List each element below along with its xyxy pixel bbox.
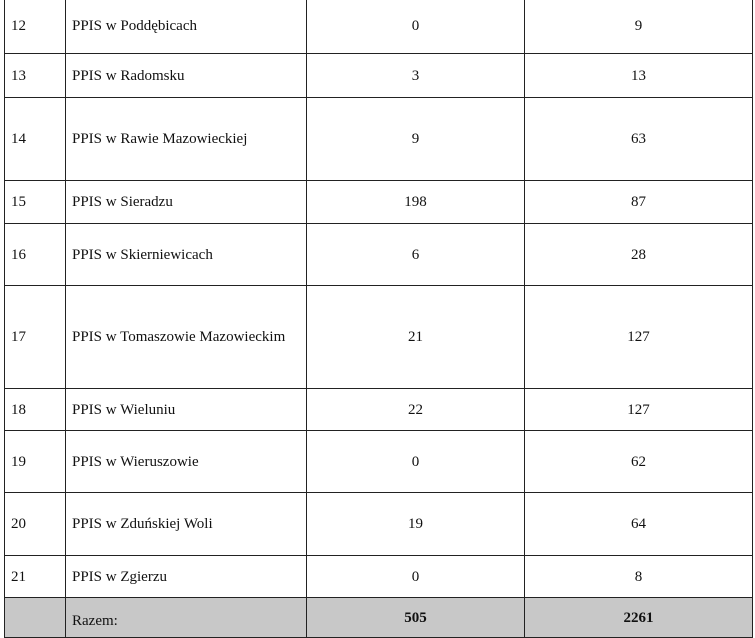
table-row <box>5 181 753 224</box>
table-row <box>5 98 753 181</box>
station-name: PPIS w Skierniewicach <box>66 224 307 286</box>
station-name: PPIS w Zgierzu <box>66 556 307 598</box>
station-name: PPIS w Radomsku <box>66 54 307 98</box>
table-row <box>5 0 753 54</box>
statistics-table <box>4 0 753 638</box>
total-column-a: 505 <box>307 598 525 638</box>
value-column-b: 63 <box>525 98 753 181</box>
total-label: Razem: <box>66 598 307 638</box>
station-name: PPIS w Wieruszowie <box>66 431 307 493</box>
station-name: PPIS w Zduńskiej Woli <box>66 493 307 556</box>
station-name: PPIS w Tomaszowie Mazowieckim <box>66 286 307 389</box>
value-column-b: 87 <box>525 181 753 224</box>
station-name: PPIS w Sieradzu <box>66 181 307 224</box>
row-number: 15 <box>5 181 66 224</box>
table-row <box>5 556 753 598</box>
value-column-b: 13 <box>525 54 753 98</box>
value-column-b: 127 <box>525 389 753 431</box>
table-row <box>5 54 753 98</box>
value-column-a: 0 <box>307 431 525 493</box>
row-number: 18 <box>5 389 66 431</box>
station-name: PPIS w Rawie Mazowieckiej <box>66 98 307 181</box>
value-column-a: 198 <box>307 181 525 224</box>
row-number: 16 <box>5 224 66 286</box>
value-column-a: 0 <box>307 0 525 54</box>
value-column-b: 62 <box>525 431 753 493</box>
row-number: 17 <box>5 286 66 389</box>
value-column-a: 21 <box>307 286 525 389</box>
row-number: 12 <box>5 0 66 54</box>
value-column-a: 22 <box>307 389 525 431</box>
row-number: 21 <box>5 556 66 598</box>
table-row <box>5 389 753 431</box>
row-number: 14 <box>5 98 66 181</box>
total-column-b: 2261 <box>525 598 753 638</box>
value-column-b: 8 <box>525 556 753 598</box>
table-row <box>5 286 753 389</box>
value-column-b: 127 <box>525 286 753 389</box>
value-column-a: 6 <box>307 224 525 286</box>
value-column-a: 3 <box>307 54 525 98</box>
value-column-b: 64 <box>525 493 753 556</box>
value-column-a: 9 <box>307 98 525 181</box>
value-column-a: 0 <box>307 556 525 598</box>
value-column-a: 19 <box>307 493 525 556</box>
table-row <box>5 224 753 286</box>
value-column-b: 9 <box>525 0 753 54</box>
row-number: 19 <box>5 431 66 493</box>
table-row <box>5 493 753 556</box>
value-column-b: 28 <box>525 224 753 286</box>
station-name: PPIS w Wieluniu <box>66 389 307 431</box>
row-number: 20 <box>5 493 66 556</box>
station-name: PPIS w Poddębicach <box>66 0 307 54</box>
row-number: 13 <box>5 54 66 98</box>
table-row <box>5 431 753 493</box>
